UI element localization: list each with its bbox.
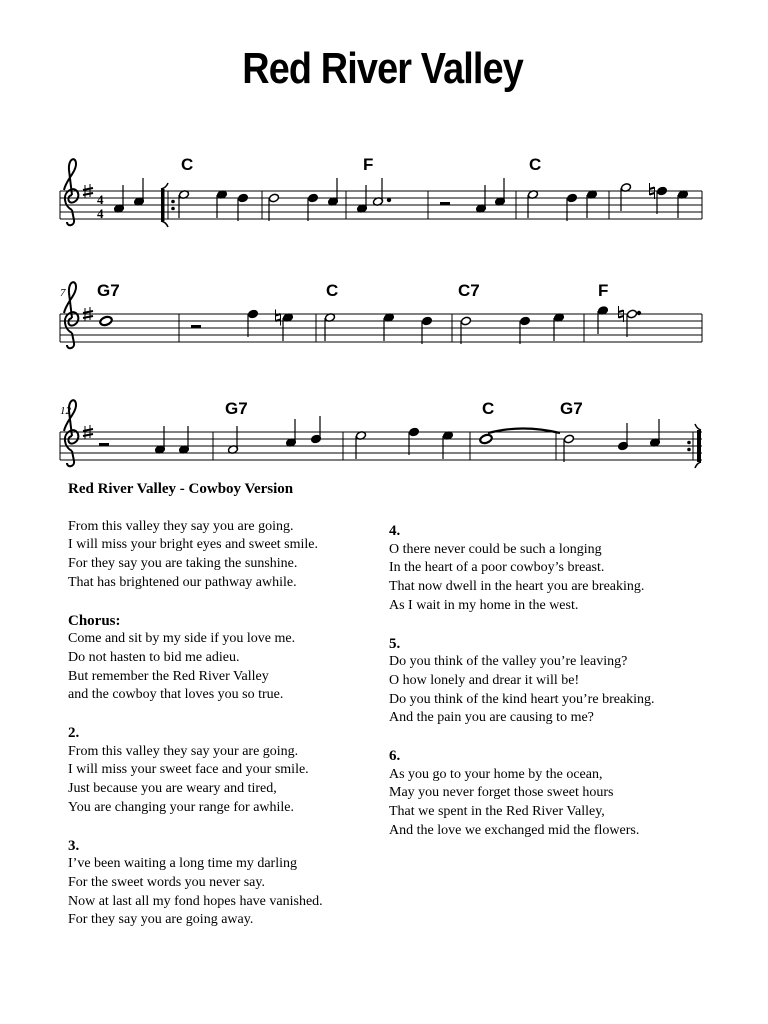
lyric-line: Come and sit by my side if you love me.: [68, 631, 296, 647]
lyric-line: That now dwell in the heart you are breaking.: [389, 579, 645, 595]
lyric-line: And the love we exchanged mid the flowers.: [389, 822, 640, 838]
lyric-line: Just because you are weary and tired,: [68, 781, 277, 797]
measure-number: 12: [60, 405, 71, 417]
verse-5: [389, 635, 655, 729]
lyric-line: In the heart of a poor cowboy’s breast.: [389, 560, 605, 576]
lyric-line: From this valley they say your are going.: [68, 743, 299, 759]
measure-number: 7: [60, 287, 66, 299]
lyrics-right-column: [389, 522, 655, 860]
chord-symbol: F: [363, 155, 374, 174]
verse-number: 4.: [389, 523, 401, 539]
lyric-line: Do you think of the kind heart you’re breaking.: [389, 691, 655, 707]
verse-2: [68, 724, 323, 818]
notes-system-1: [114, 178, 689, 221]
lyric-line: As I wait in my home in the west.: [389, 597, 579, 613]
staff-system-2: [60, 281, 702, 348]
lyric-line: That we spent in the Red River Valley,: [389, 804, 605, 820]
chord-symbol: C: [181, 155, 194, 174]
lyric-line: That has brightened our pathway awhile.: [68, 574, 297, 590]
lyrics-left-column: [68, 480, 323, 949]
treble-clef-icon: [64, 282, 78, 348]
chord-symbol: C: [529, 155, 542, 174]
notes-system-2: [99, 306, 641, 344]
lyric-line: For they say you are going away.: [68, 912, 254, 928]
lyric-line: But remember the Red River Valley: [68, 668, 269, 684]
lyric-line: Do you think of the valley you’re leaving?: [389, 654, 628, 670]
chorus-label: Chorus:: [68, 612, 121, 629]
lyric-line: O how lonely and drear it will be!: [389, 672, 580, 688]
staff-system-3: [60, 399, 702, 468]
lyric-line: You are changing your range for awhile.: [68, 799, 295, 815]
sheet-music: [0, 140, 768, 470]
chord-symbol: G7: [560, 399, 583, 418]
lyric-line: As you go to your home by the ocean,: [389, 766, 603, 782]
lyric-line: O there never could be such a longing: [389, 541, 602, 557]
lyric-line: I will miss your bright eyes and sweet smile.: [68, 537, 319, 553]
verse-number: 3.: [68, 837, 80, 854]
verse-1: [68, 518, 323, 593]
lyric-line: and the cowboy that loves you so true.: [68, 687, 284, 703]
chord-symbol: C: [482, 399, 495, 418]
chord-symbol: C7: [458, 281, 480, 300]
verse-number: 2.: [68, 725, 80, 742]
chord-symbol: G7: [97, 281, 120, 300]
verse-4: [389, 522, 655, 616]
lyric-line: From this valley they say you are going.: [68, 518, 294, 534]
lyric-line: I will miss your sweet face and your smile.: [68, 762, 309, 778]
lyric-line: Do not hasten to bid me adieu.: [68, 649, 240, 665]
lyric-line: Now at last all my fond hopes have vanished.: [68, 893, 323, 909]
lyric-line: And the pain you are causing to me?: [389, 710, 594, 726]
verse-number: 5.: [389, 635, 401, 652]
chord-symbol: C: [326, 281, 339, 300]
verse-number: 6.: [389, 748, 401, 765]
lyric-line: I’ve been waiting a long time my darling: [68, 856, 297, 872]
chord-symbol: F: [598, 281, 609, 300]
verse-6: [389, 747, 655, 841]
lyric-line: For they say you are taking the sunshine.: [68, 556, 298, 572]
chord-symbol: G7: [225, 399, 248, 418]
treble-clef-icon: [64, 159, 78, 225]
time-signature-bottom: 4: [97, 206, 104, 221]
staff-system-1: [60, 155, 702, 227]
song-title: Red River Valley: [242, 44, 523, 93]
lyrics-heading: Red River Valley - Cowboy Version: [68, 481, 294, 497]
time-signature-top: 4: [97, 192, 104, 207]
lyric-line: May you never forget those sweet hours: [389, 785, 614, 801]
lyric-line: For the sweet words you never say.: [68, 874, 265, 890]
verse-3: [68, 837, 323, 931]
chorus: [68, 612, 323, 706]
